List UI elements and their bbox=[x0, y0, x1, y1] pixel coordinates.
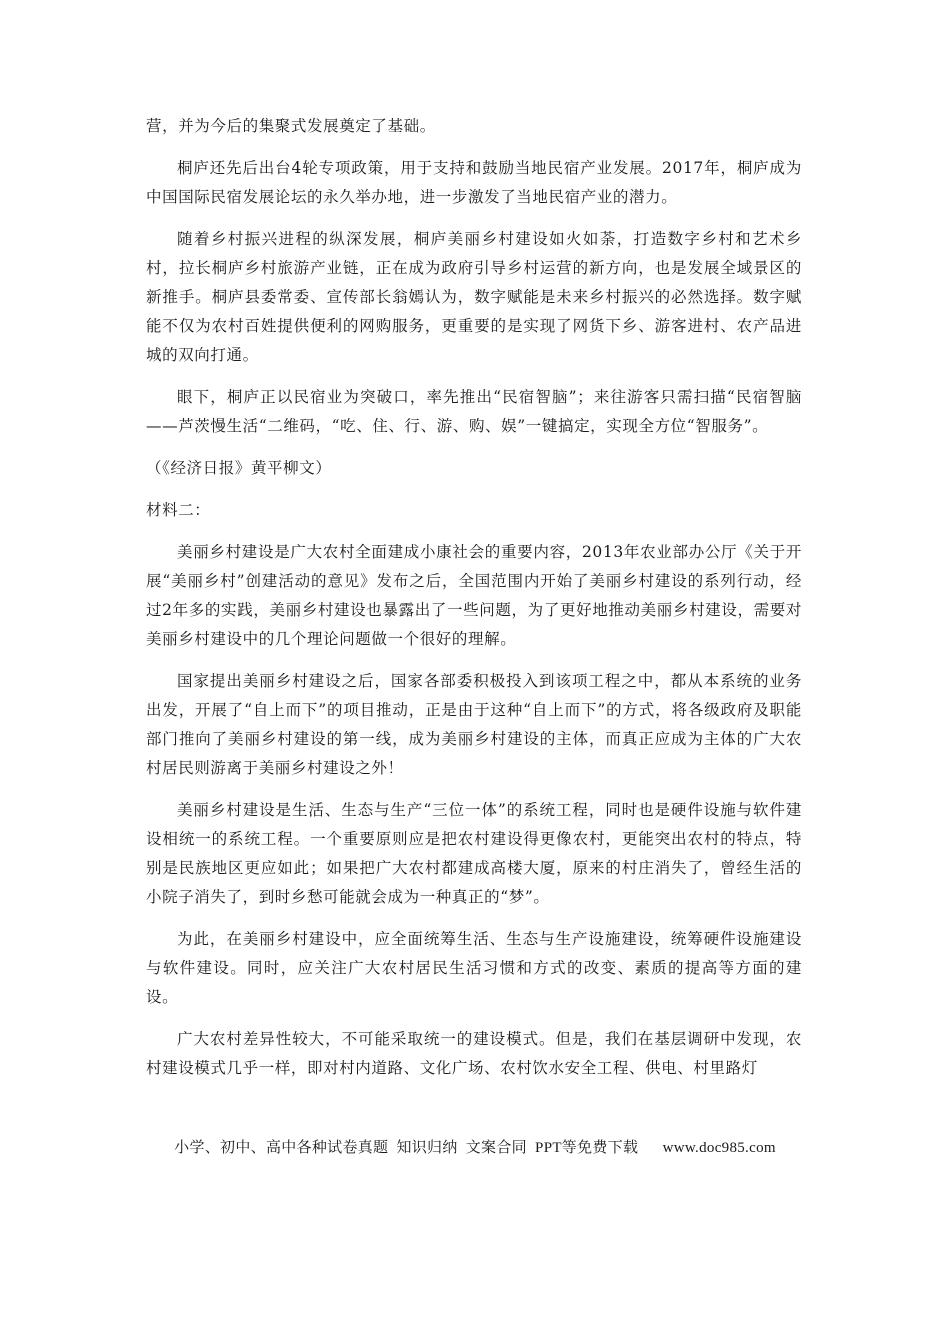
paragraph: 美丽乡村建设是生活、生态与生产“三位一体”的系统工程，同时也是硬件设施与软件建设相统一的系统工程。一个重要原则应是把农村建设得更像农村，更能突出农村的特点，特别是民族地区更应如此；如果把广大农村都建成高楼大厦，原来的村庄消失了，曾经生活的小院子消失了，到时乡愁可能就会成为一种真正的“梦”。 bbox=[146, 801, 802, 906]
footer-text: 小学、初中、高中各种试卷真题 知识归纳 文案合同 PPT等免费下载 bbox=[174, 1140, 639, 1156]
paragraph: 眼下，桐庐正以民宿业为突破口，率先推出“民宿智脑”；来往游客只需扫描“民宿智脑——芦茨慢生活“二维码，“吃、住、行、游、购、娱”一键搞定，实现全方位“智服务”。 bbox=[146, 388, 802, 435]
section-label: 材料二： bbox=[146, 501, 211, 519]
source-citation: （《经济日报》黄平柳文） bbox=[146, 459, 332, 477]
paragraph: 广大农村差异性较大，不可能采取统一的建设模式。但是，我们在基层调研中发现，农村建设模式几乎一样，即对村内道路、文化广场、农村饮水安全工程、供电、村里路灯 bbox=[146, 1030, 802, 1077]
footer-link[interactable]: www.doc985.com bbox=[662, 1140, 776, 1156]
paragraph: 国家提出美丽乡村建设之后，国家各部委积极投入到该项工程之中，都从本系统的业务出发，开展了“自上而下”的项目推动，正是由于这种“自上而下”的方式，将各级政府及职能部门推向了美丽乡村建设的第一线，成为美丽乡村建设的主体，而真正应成为主体的广大农村居民则游离于美丽乡村建设之外！ bbox=[146, 672, 802, 777]
paragraph: 为此，在美丽乡村建设中，应全面统筹生活、生态与生产设施建设，统筹硬件设施建设与软件建设。同时，应关注广大农村居民生活习惯和方式的改变、素质的提高等方面的建设。 bbox=[146, 930, 802, 1006]
paragraph-continuation: 营，并为今后的集聚式发展奠定了基础。 bbox=[146, 117, 436, 135]
paragraph: 随着乡村振兴进程的纵深发展，桐庐美丽乡村建设如火如荼，打造数字乡村和艺术乡村，拉长桐庐乡村旅游产业链，正在成为政府引导乡村运营的新方向，也是发展全域景区的新推手。桐庐县委常委、宣传部长翁嫣认为，数字赋能是未来乡村振兴的必然选择。数字赋能不仅为农村百姓提供便利的网购服务，更重要的是实现了网货下乡、游客进村、农产品进城的双向打通。 bbox=[146, 230, 802, 364]
article-body bbox=[146, 112, 802, 1083]
paragraph: 桐庐还先后出台4轮专项政策，用于支持和鼓励当地民宿产业发展。2017年，桐庐成为中国国际民宿发展论坛的永久举办地，进一步激发了当地民宿产业的潜力。 bbox=[146, 159, 802, 206]
paragraph: 美丽乡村建设是广大农村全面建成小康社会的重要内容，2013年农业部办公厅《关于开展“美丽乡村”创建活动的意见》发布之后，全国范围内开始了美丽乡村建设的系列行动，经过2年多的实践，美丽乡村建设也暴露出了一些问题，为了更好地推动美丽乡村建设，需要对美丽乡村建设中的几个理论问题做一个很好的理解。 bbox=[146, 543, 802, 648]
footer-banner bbox=[0, 1136, 950, 1157]
